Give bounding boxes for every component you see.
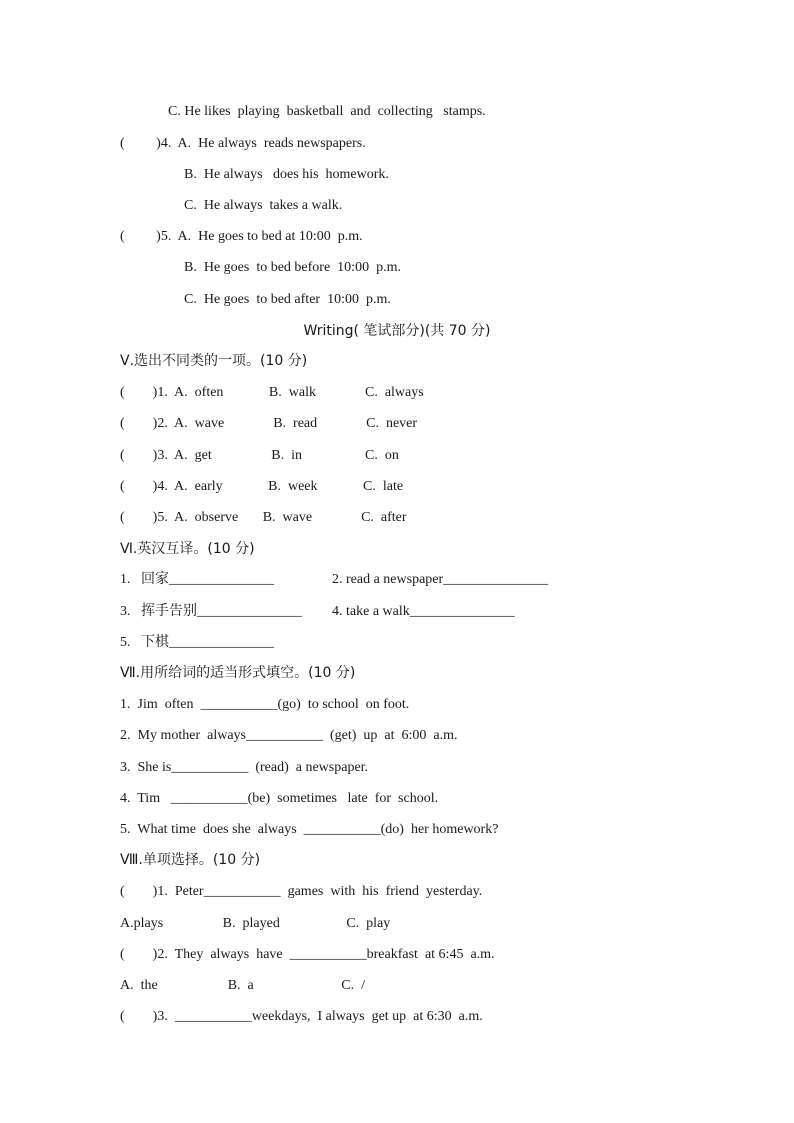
section-vii-q2: 2. My mother always___________ (get) up at 6:00 a.m. xyxy=(120,728,458,743)
section-vi-q2: 2. read a newspaper_______________ xyxy=(332,572,549,587)
section-v-q2: ( )2. A. wave B. read C. never xyxy=(120,416,418,431)
q4-5-option-b: B. He goes to bed before 10:00 p.m. xyxy=(184,260,401,275)
section-viii-q2: ( )2. They always have ___________breakfast at 6:45 a.m. xyxy=(120,947,495,962)
section-v-q4: ( )4. A. early B. week C. late xyxy=(120,479,404,494)
section-v-q1: ( )1. A. often B. walk C. always xyxy=(120,385,424,400)
section-vii-q1: 1. Jim often ___________(go) to school on foot. xyxy=(120,697,410,712)
section-vi-q4: 4. take a walk_______________ xyxy=(332,604,515,619)
q4-4-option-c: C. He always takes a walk. xyxy=(184,198,343,213)
q4-5-option-a: ( )5. A. He goes to bed at 10:00 p.m. xyxy=(120,229,363,244)
section-vii-q4: 4. Tim ___________(be) sometimes late for school. xyxy=(120,791,439,806)
section-viii-q1: ( )1. Peter___________ games with his friend yesterday. xyxy=(120,884,483,899)
writing-section-title: Writing( 笔试部分)(共 70 分) xyxy=(303,323,491,339)
section-viii-q2-options: A. the B. a C. / xyxy=(120,978,365,993)
section-vi-q3: 3. 挥手告别_______________ xyxy=(120,604,302,619)
section-v-q5: ( )5. A. observe B. wave C. after xyxy=(120,510,407,525)
section-viii-q3: ( )3. ___________weekdays, I always get up at 6:30 a.m. xyxy=(120,1009,483,1024)
section-vi-heading: Ⅵ.英汉互译。(10 分) xyxy=(120,541,255,557)
q4-3-option-c: C. He likes playing basketball and collecting stamps. xyxy=(168,104,486,119)
section-viii-q1-options: A.plays B. played C. play xyxy=(120,916,391,931)
section-vii-q3: 3. She is___________ (read) a newspaper. xyxy=(120,760,369,775)
q4-4-option-b: B. He always does his homework. xyxy=(184,167,389,182)
section-v-q3: ( )3. A. get B. in C. on xyxy=(120,448,399,463)
section-vi-q1: 1. 回家_______________ xyxy=(120,572,274,587)
section-viii-heading: Ⅷ.单项选择。(10 分) xyxy=(120,852,261,868)
section-v-heading: Ⅴ.选出不同类的一项。(10 分) xyxy=(120,353,308,369)
section-vii-heading: Ⅶ.用所给词的适当形式填空。(10 分) xyxy=(120,665,356,681)
q4-4-option-a: ( )4. A. He always reads newspapers. xyxy=(120,136,366,151)
section-vii-q5: 5. What time does she always ___________(do) her homework? xyxy=(120,822,499,837)
q4-5-option-c: C. He goes to bed after 10:00 p.m. xyxy=(184,292,391,307)
section-vi-q5: 5. 下棋_______________ xyxy=(120,635,274,650)
